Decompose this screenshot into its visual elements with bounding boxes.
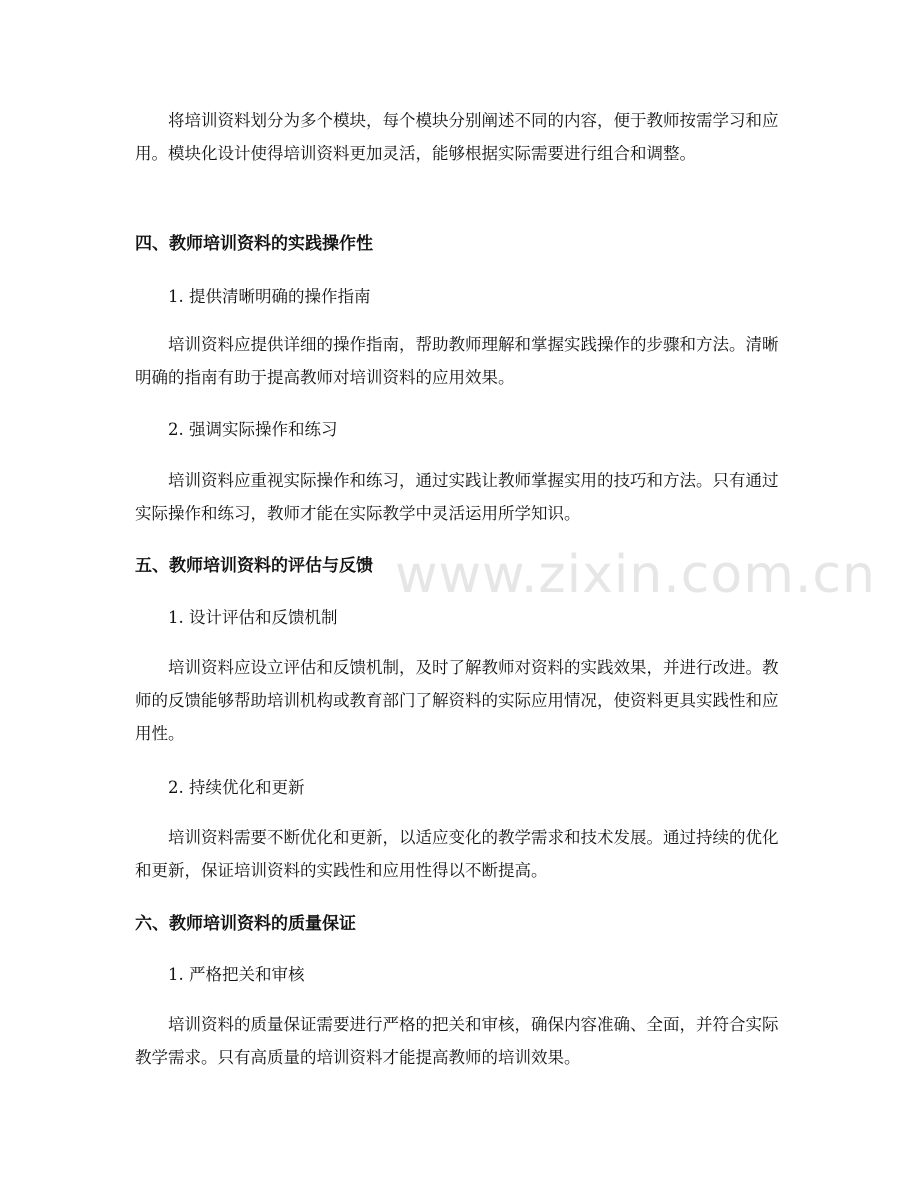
paragraph-5-1: 培训资料应设立评估和反馈机制，及时了解教师对资料的实践效果，并进行改进。教师的反馈能够帮助培训机构或教育部门了解资料的实际应用情况，使资料更具实践性和应用性。 (135, 658, 779, 743)
subheading-4-1: 1. 提供清晰明确的操作指南 (168, 287, 371, 306)
section-heading-4: 四、教师培训资料的实践操作性 (135, 234, 373, 254)
subheading-5-1: 1. 设计评估和反馈机制 (168, 608, 338, 627)
subheading-4-2: 2. 强调实际操作和练习 (168, 420, 338, 439)
watermark: www.zixin.com.cn (395, 545, 876, 605)
paragraph-4-2: 培训资料应重视实际操作和练习，通过实践让教师掌握实用的技巧和方法。只有通过实际操作和练习，教师才能在实际教学中灵活运用所学知识。 (135, 471, 779, 523)
section-heading-5: 五、教师培训资料的评估与反馈 (135, 556, 373, 576)
paragraph-4-1: 培训资料应提供详细的操作指南，帮助教师理解和掌握实践操作的步骤和方法。清晰明确的指南有助于提高教师对培训资料的应用效果。 (135, 335, 779, 387)
paragraph-6-1: 培训资料的质量保证需要进行严格的把关和审核，确保内容准确、全面，并符合实际教学需求。只有高质量的培训资料才能提高教师的培训效果。 (135, 1015, 779, 1067)
intro-paragraph: 将培训资料划分为多个模块，每个模块分别阐述不同的内容，便于教师按需学习和应用。模块化设计使得培训资料更加灵活，能够根据实际需要进行组合和调整。 (135, 111, 779, 163)
subheading-6-1: 1. 严格把关和审核 (168, 965, 305, 984)
subheading-5-2: 2. 持续优化和更新 (168, 778, 305, 797)
section-heading-6: 六、教师培训资料的质量保证 (135, 914, 356, 934)
paragraph-5-2: 培训资料需要不断优化和更新，以适应变化的教学需求和技术发展。通过持续的优化和更新，保证培训资料的实践性和应用性得以不断提高。 (135, 828, 779, 880)
